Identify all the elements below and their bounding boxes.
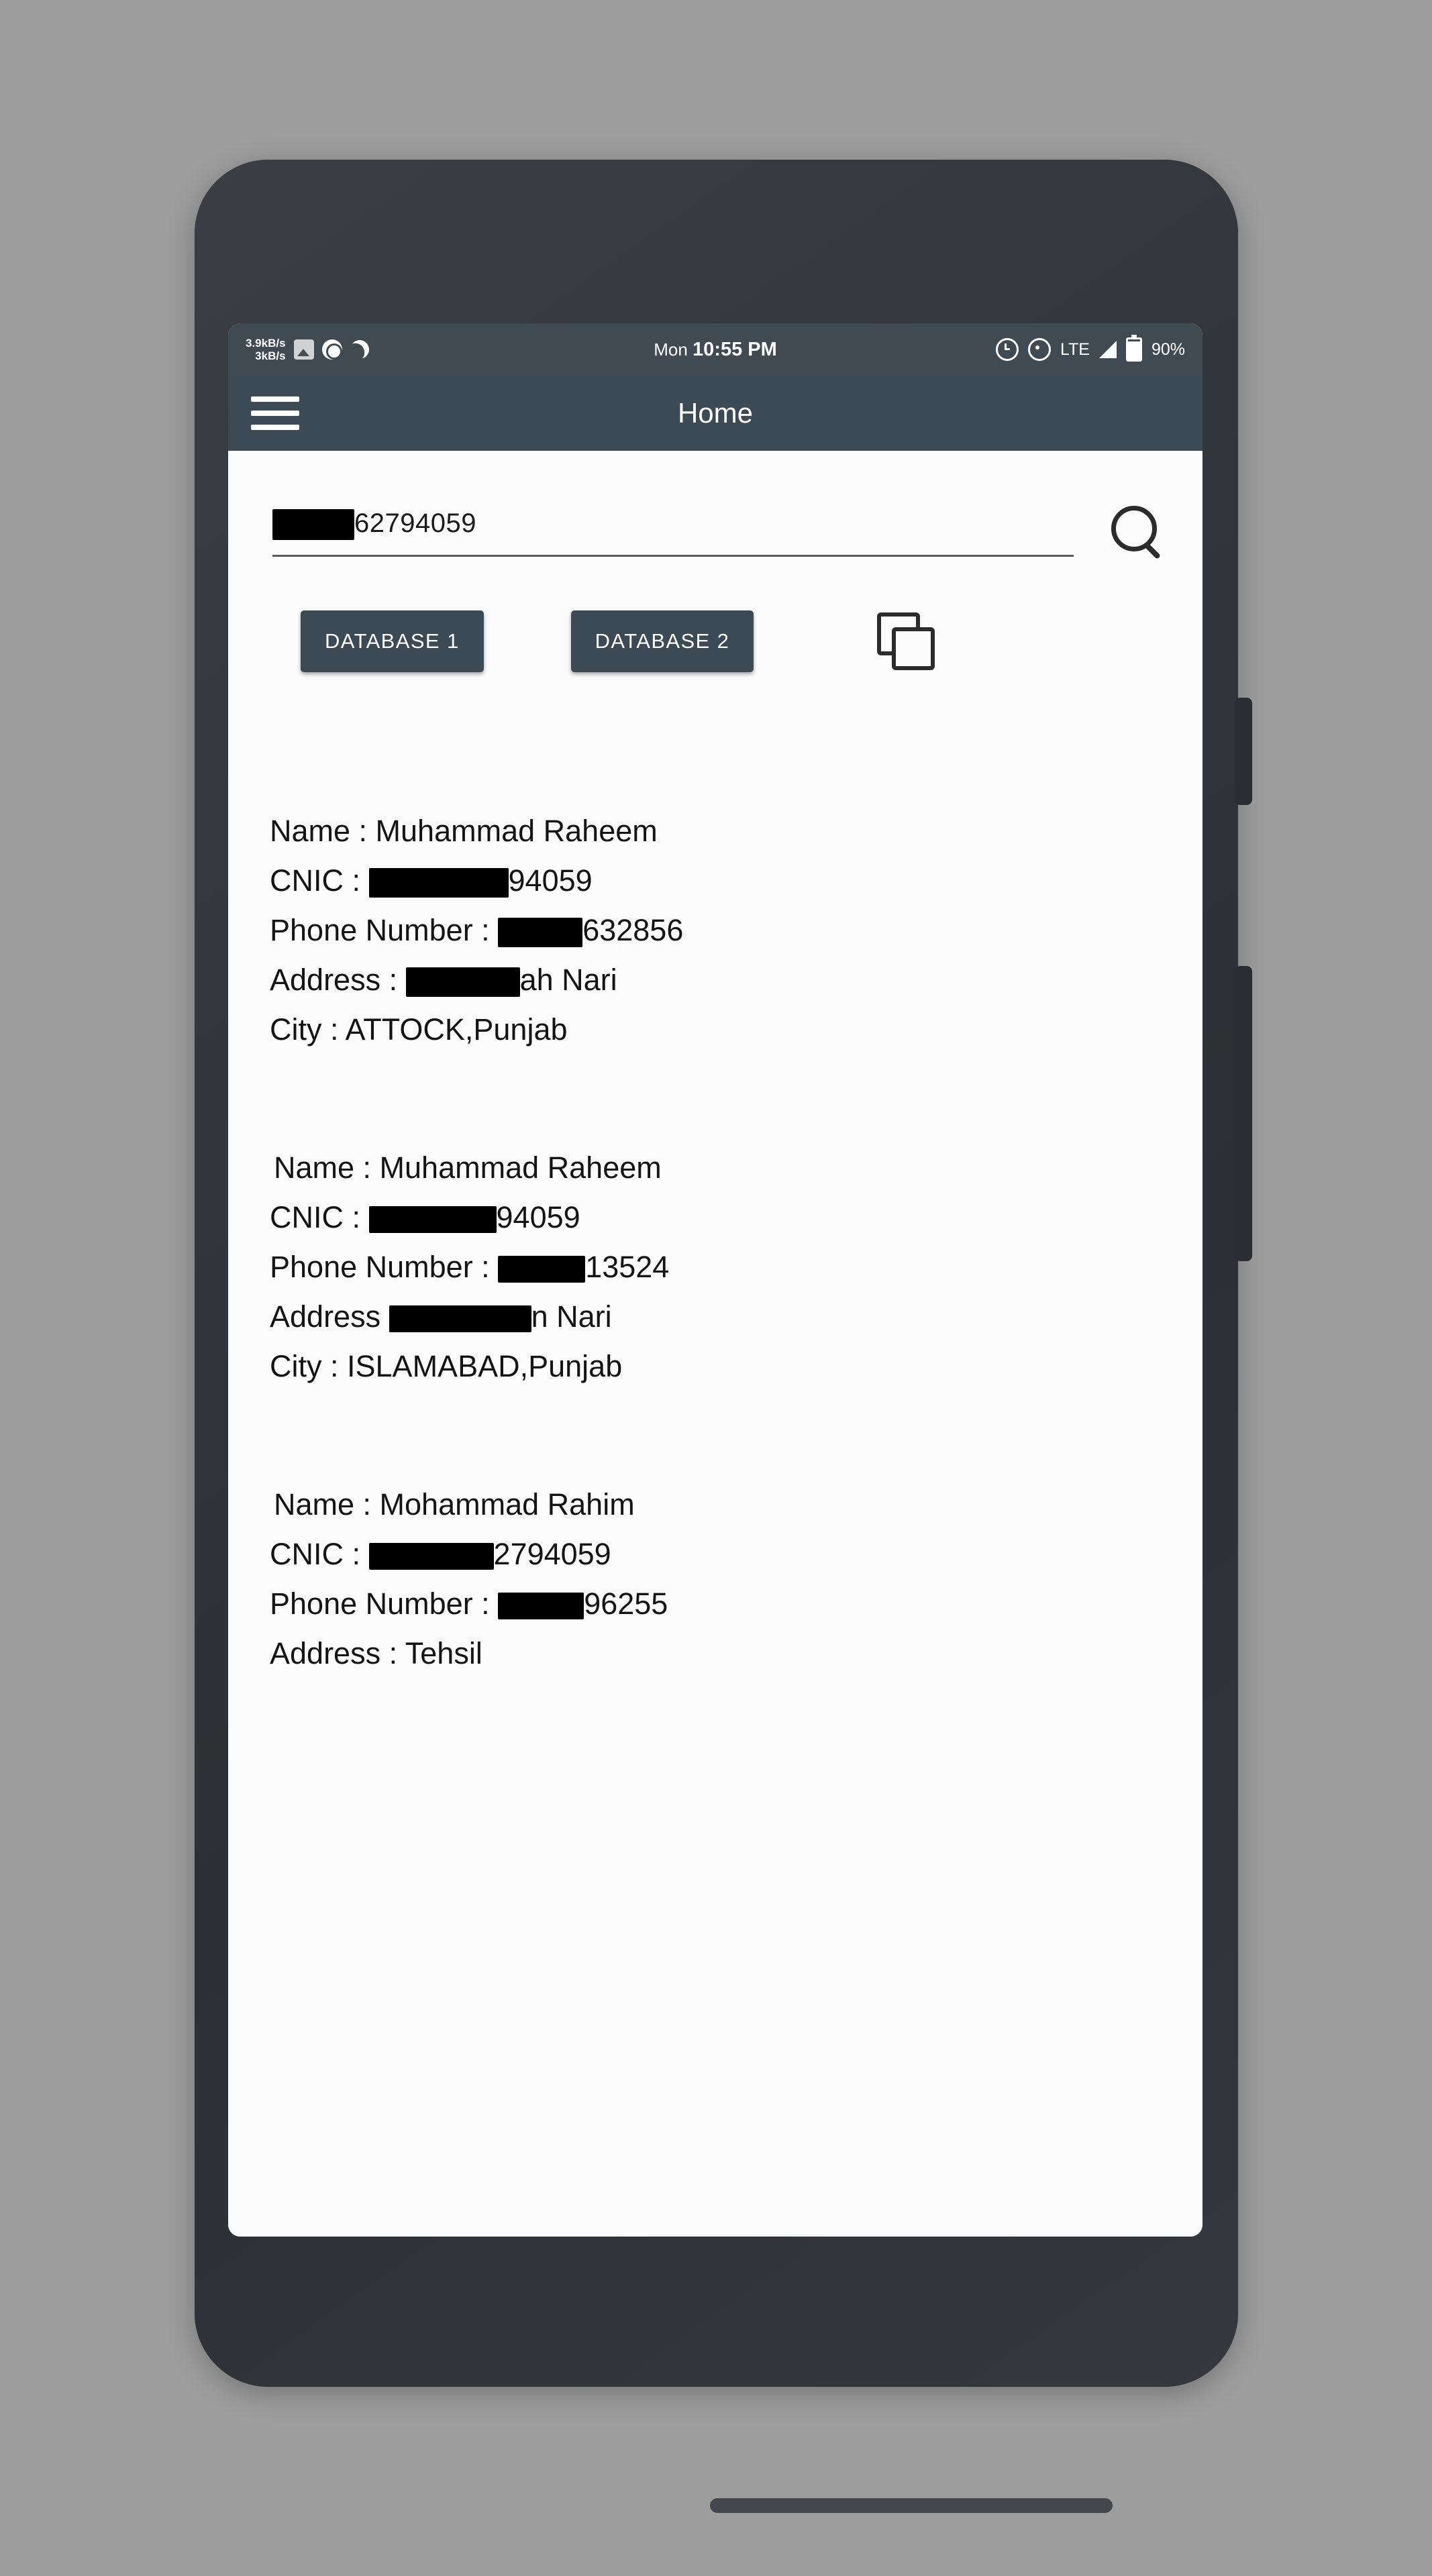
redacted-phone xyxy=(498,1593,584,1619)
redacted-phone xyxy=(498,918,582,947)
status-bar xyxy=(228,323,1203,376)
hamburger-line xyxy=(251,425,299,430)
record-address-label: Address : xyxy=(270,1636,405,1670)
page-title: Home xyxy=(677,397,754,429)
record-address-value: ah Nari xyxy=(519,963,617,997)
record-cnic xyxy=(270,1529,1203,1579)
search-input-value xyxy=(272,508,1074,540)
record-name xyxy=(270,806,1203,856)
network-type-label: LTE xyxy=(1060,339,1090,359)
copy-icon-front xyxy=(892,627,935,670)
record-phone-label: Phone Number : xyxy=(270,1587,499,1621)
battery-percent-label: 90% xyxy=(1151,339,1185,359)
do-not-disturb-icon xyxy=(348,337,372,362)
record-cnic-value: 94059 xyxy=(508,863,593,898)
redacted-phone xyxy=(498,1256,585,1283)
hotspot-icon xyxy=(1028,338,1051,361)
record-address-label: Address xyxy=(270,1299,389,1334)
power-button[interactable] xyxy=(1235,698,1252,805)
record-name-label: Name : xyxy=(270,814,376,848)
record-cnic-value: 94059 xyxy=(496,1200,580,1234)
redacted-address xyxy=(406,967,520,997)
database-buttons-row xyxy=(228,557,1203,672)
database-1-button[interactable]: DATABASE 1 xyxy=(301,610,484,672)
record-address-value: Tehsil xyxy=(405,1636,482,1670)
record-address-label: Address : xyxy=(270,963,406,997)
record-name-value: Muhammad Raheem xyxy=(379,1150,662,1185)
alarm-icon xyxy=(996,338,1019,361)
hamburger-menu-icon[interactable] xyxy=(251,396,299,430)
record-cnic-label: CNIC : xyxy=(270,1537,369,1571)
record-phone-value: 13524 xyxy=(585,1250,670,1284)
record-phone xyxy=(270,1579,1203,1629)
redacted-cnic xyxy=(369,1543,494,1570)
app-bar xyxy=(228,376,1203,451)
record-city-label: City : xyxy=(270,1012,346,1046)
record-city xyxy=(270,1005,1203,1055)
redacted-cnic xyxy=(369,868,509,898)
record-address xyxy=(270,1292,1203,1342)
search-input[interactable] xyxy=(272,508,1074,557)
list-item xyxy=(270,806,1203,1055)
search-handle xyxy=(1143,541,1161,559)
results-list xyxy=(228,672,1203,1678)
search-icon[interactable] xyxy=(1106,502,1168,564)
signal-icon xyxy=(1099,341,1117,358)
record-cnic xyxy=(270,1193,1203,1242)
record-cnic-label: CNIC : xyxy=(270,1200,369,1234)
redacted-search-prefix xyxy=(272,509,354,540)
redacted-address xyxy=(389,1305,531,1332)
search-visible-text: 62794059 xyxy=(354,508,476,538)
record-cnic-value: 2794059 xyxy=(493,1537,611,1571)
record-name xyxy=(270,1143,1203,1193)
record-name-value: Mohammad Rahim xyxy=(379,1487,635,1521)
record-phone-value: 632856 xyxy=(582,913,684,947)
list-bottom-fade xyxy=(228,2196,1203,2237)
record-phone-value: 96255 xyxy=(584,1587,668,1621)
record-address xyxy=(270,955,1203,1005)
record-name-label: Name : xyxy=(274,1150,380,1185)
record-name-label: Name : xyxy=(274,1487,380,1521)
record-name-value: Muhammad Raheem xyxy=(375,814,658,848)
battery-icon xyxy=(1126,337,1142,362)
record-cnic xyxy=(270,856,1203,906)
record-phone-label: Phone Number : xyxy=(270,1250,499,1284)
bottom-speaker-grille xyxy=(710,2498,1113,2513)
copy-icon[interactable] xyxy=(877,612,935,670)
record-cnic-label: CNIC : xyxy=(270,863,369,898)
record-phone-label: Phone Number : xyxy=(270,913,499,947)
volume-button[interactable] xyxy=(1235,966,1252,1261)
record-address-value: n Nari xyxy=(531,1299,612,1334)
search-row xyxy=(228,451,1203,557)
record-phone xyxy=(270,906,1203,955)
record-name xyxy=(270,1480,1203,1529)
record-city-value: ISLAMABAD,Punjab xyxy=(347,1349,623,1383)
whatsapp-icon xyxy=(322,339,342,360)
status-time: 10:55 PM xyxy=(693,338,777,360)
list-item xyxy=(270,1143,1203,1391)
list-item xyxy=(270,1480,1203,1678)
hamburger-line xyxy=(251,411,299,416)
database-2-button[interactable]: DATABASE 2 xyxy=(571,610,754,672)
status-bar-left xyxy=(246,337,369,362)
record-city xyxy=(270,1342,1203,1391)
hamburger-line xyxy=(251,396,299,402)
record-city-value: ATTOCK,Punjab xyxy=(345,1012,568,1046)
gallery-icon xyxy=(294,339,314,360)
phone-screen xyxy=(228,323,1203,2237)
record-city-label: City : xyxy=(270,1349,348,1383)
status-bar-right xyxy=(996,337,1185,362)
main-content xyxy=(228,451,1203,2237)
redacted-cnic xyxy=(369,1206,497,1233)
record-address xyxy=(270,1629,1203,1678)
network-speed-indicator: 3.9kB/s 3kB/s xyxy=(246,337,286,362)
status-day: Mon xyxy=(654,339,688,360)
record-phone xyxy=(270,1242,1203,1292)
